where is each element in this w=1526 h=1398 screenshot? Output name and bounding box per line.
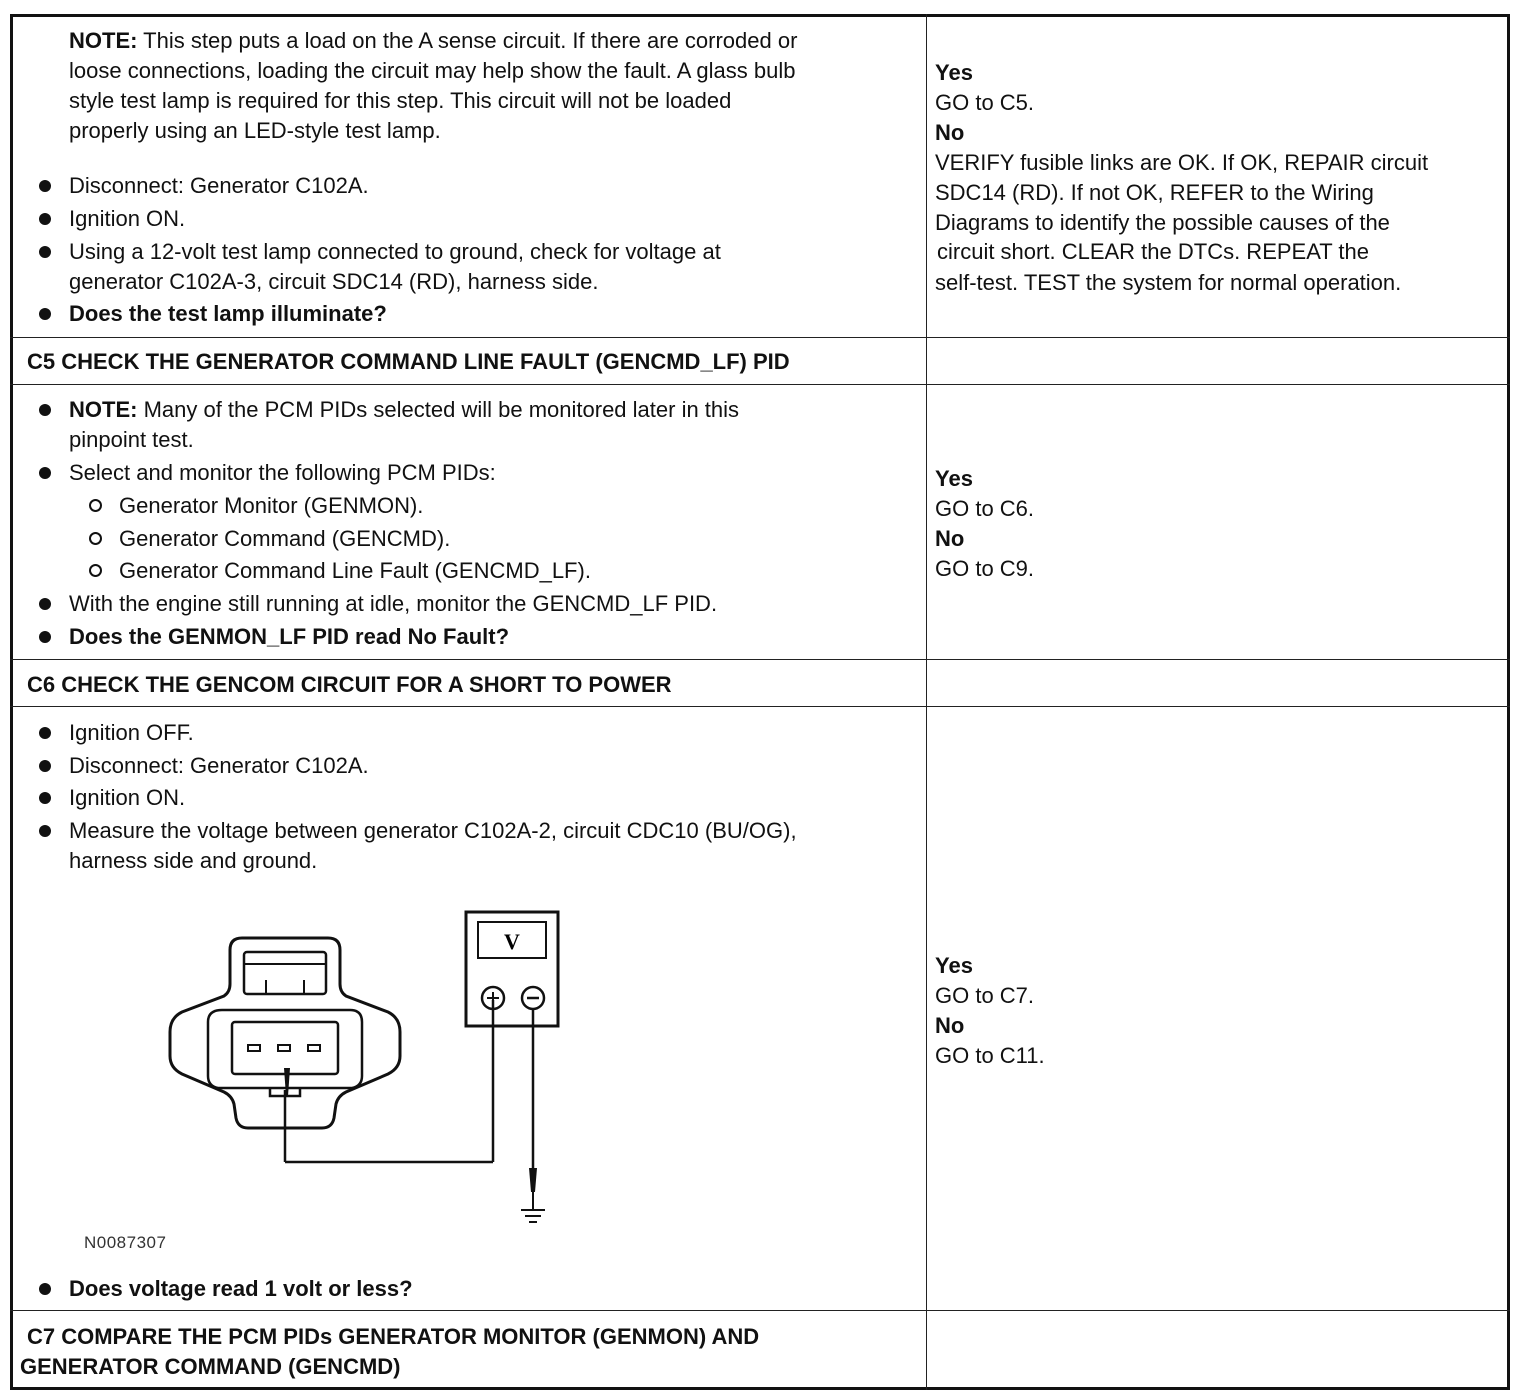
- bullet-icon: [39, 180, 51, 192]
- c4-note: NOTE: This step puts a load on the A sense circuit. If there are corroded or: [69, 28, 798, 53]
- bullet-icon: [39, 246, 51, 258]
- c5-select-step: Select and monitor the following PCM PIDs:: [69, 460, 496, 485]
- c5-note-line: pinpoint test.: [69, 427, 194, 452]
- bullet-icon: [39, 308, 51, 320]
- pin-3: [308, 1045, 320, 1051]
- c4-note-line: loose connections, loading the circuit may help show the fault. A glass bulb: [69, 58, 796, 83]
- c5-pid: Generator Command Line Fault (GENCMD_LF).: [119, 558, 591, 583]
- c5-yes-action: GO to C6.: [935, 496, 1035, 521]
- c4-no-action: VERIFY fusible links are OK. If OK, REPAIR circuit: [935, 150, 1429, 175]
- c6-step: Ignition OFF.: [69, 720, 194, 745]
- c5-question: Does the GENMON_LF PID read No Fault?: [69, 624, 510, 649]
- row-divider: [10, 706, 1510, 707]
- c6-step: harness side and ground.: [69, 848, 318, 873]
- row-divider: [10, 337, 1510, 338]
- pin-1: [248, 1045, 260, 1051]
- pin-2: [278, 1045, 290, 1051]
- c4-step: Disconnect: Generator C102A.: [69, 173, 369, 198]
- bullet-icon: [39, 631, 51, 643]
- bullet-icon: [39, 792, 51, 804]
- c5-header: C5 CHECK THE GENERATOR COMMAND LINE FAULT (GENCMD_LF) PID: [27, 349, 790, 374]
- c5-no-action: GO to C9.: [935, 556, 1035, 581]
- c4-step: Using a 12-volt test lamp connected to ground, check for voltage at: [69, 239, 721, 264]
- connector-voltmeter-diagram: [160, 900, 580, 1240]
- c6-yes-action: GO to C7.: [935, 983, 1035, 1008]
- sub-bullet-icon: [89, 499, 102, 512]
- c5-pid: Generator Command (GENCMD).: [119, 526, 451, 551]
- c6-step: Measure the voltage between generator C102A-2, circuit CDC10 (BU/OG),: [69, 818, 797, 843]
- c6-yes-label: Yes: [935, 953, 973, 978]
- c4-note-line: properly using an LED-style test lamp.: [69, 118, 441, 143]
- bullet-icon: [39, 598, 51, 610]
- c4-yes-label: Yes: [935, 60, 973, 85]
- c4-no-action: Diagrams to identify the possible causes of the: [935, 210, 1390, 235]
- c4-no-label: No: [935, 120, 965, 145]
- bullet-icon: [39, 404, 51, 416]
- row-divider: [10, 384, 1510, 385]
- c4-no-action: circuit short. CLEAR the DTCs. REPEAT the: [937, 239, 1369, 264]
- bullet-icon: [39, 760, 51, 772]
- c5-pid: Generator Monitor (GENMON).: [119, 493, 424, 518]
- c4-no-action: self-test. TEST the system for normal operation.: [935, 270, 1402, 295]
- c6-header: C6 CHECK THE GENCOM CIRCUIT FOR A SHORT TO POWER: [27, 672, 672, 697]
- c5-yes-label: Yes: [935, 466, 973, 491]
- latch-tab: [244, 952, 326, 994]
- row-divider: [10, 1310, 1510, 1311]
- c5-no-label: No: [935, 526, 965, 551]
- c5-note: NOTE: Many of the PCM PIDs selected will be monitored later in this: [69, 397, 740, 422]
- c4-no-action: SDC14 (RD). If not OK, REFER to the Wiring: [935, 180, 1374, 205]
- row-divider: [10, 659, 1510, 660]
- c4-step: generator C102A-3, circuit SDC14 (RD), harness side.: [69, 269, 599, 294]
- bullet-icon: [39, 1283, 51, 1295]
- voltmeter-label: V: [504, 929, 520, 954]
- c5-monitor-step: With the engine still running at idle, monitor the GENCMD_LF PID.: [69, 591, 718, 616]
- figure-id: N0087307: [84, 1233, 167, 1252]
- c4-step: Ignition ON.: [69, 206, 186, 231]
- sub-bullet-icon: [89, 532, 102, 545]
- bullet-icon: [39, 467, 51, 479]
- c6-step: Disconnect: Generator C102A.: [69, 753, 369, 778]
- c6-step: Ignition ON.: [69, 785, 186, 810]
- c4-question: Does the test lamp illuminate?: [69, 301, 387, 326]
- bullet-icon: [39, 213, 51, 225]
- c6-no-label: No: [935, 1013, 965, 1038]
- column-divider: [926, 14, 927, 1390]
- bullet-icon: [39, 727, 51, 739]
- c4-yes-action: GO to C5.: [935, 90, 1035, 115]
- c7-header: C7 COMPARE THE PCM PIDs GENERATOR MONITOR (GENMON) AND: [27, 1324, 760, 1349]
- ground-probe: [529, 1168, 537, 1192]
- sub-bullet-icon: [89, 564, 102, 577]
- bullet-icon: [39, 825, 51, 837]
- c4-note-line: style test lamp is required for this step. This circuit will not be loaded: [69, 88, 732, 113]
- c6-question: Does voltage read 1 volt or less?: [69, 1276, 413, 1301]
- c6-no-action: GO to C11.: [935, 1043, 1045, 1068]
- c7-header-line: GENERATOR COMMAND (GENCMD): [20, 1354, 401, 1379]
